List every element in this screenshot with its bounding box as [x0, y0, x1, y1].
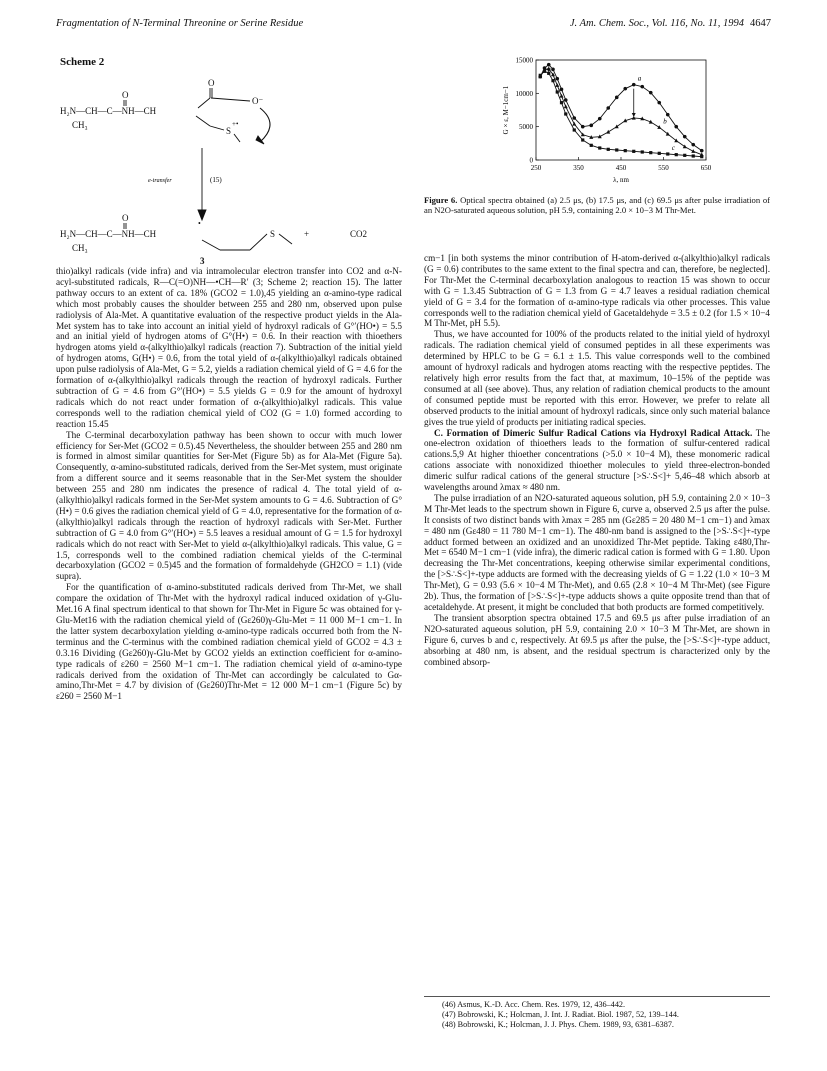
data-point-a: [683, 135, 687, 139]
data-point-b: [560, 94, 564, 98]
data-point-a: [551, 68, 555, 72]
paragraph: Thus, we have accounted for 100% of the products related to the initial yield of hydroxyl radicals. The radiation chemical yield of consumed peptides in all these experiments was determined by HPLC to be G = 6.1 ± 1.5. This value corresponds well to the combined amount of hydroxyl radicals and hydrogen atoms reacting with the respective peptides. The relatively high error results from the fact that, at maximum, 10–15% of the peptide was consumed at all (see above). Thus, any relation of radiation chemical products to the amount of consumed peptide must be reported with this error. However, we prefer to relate all observed products to the initial amount of hydroxyl radicals, since only such material balance gives the true yield of products per initiating radical species.: [424, 329, 770, 427]
data-point-a: [606, 106, 610, 110]
data-point-a: [674, 125, 678, 129]
data-point-a: [598, 117, 602, 121]
series-label-c: c: [671, 144, 675, 152]
arrow-label: e-transfer: [148, 178, 172, 184]
scheme-oxygen-top-right: O: [208, 78, 215, 88]
paragraph: For the quantification of α-amino-substituted radicals derived from Thr-Met, we shall compare the oxidation of Thr-Met with the hydroxyl radical induced oxidation of γ-Glu-Met.16 A final spectrum identical to that shown for Thr-Met in Figure 5c was obtained for γ-Glu-Met16 with the radiation chemical yield of (Gε260)γ-Glu-Met = 11 000 M−1 cm−1. In the latter system decarboxylation yielding α-amino-type radicals occurred both from the N-terminus and the C-terminus with the combined radiation chemical yield of GCO2 = 4.3 ± 0.3.16 Dividing (Gε260)γ-Glu-Met by GCO2 yields an extinction coefficient for α-amino-type radicals of ε260 = 2560 M−1 cm−1. The radiation chemical yield of α-amino-type radicals derived from the oxidation of Thr-Met can accordingly be calculated to Gα-amino,Thr-Met = 4.7 by division of (Gε260)Thr-Met = 12 000 M−1 cm−1 (Figure 5c) by ε260 = 2560 M−1: [56, 582, 402, 702]
data-point-b: [555, 83, 559, 87]
data-point-a: [564, 98, 568, 102]
right-column: [424, 253, 770, 667]
y-tick-label: 10000: [515, 89, 533, 98]
data-point-a: [572, 116, 576, 120]
data-point-a: [581, 125, 585, 129]
data-point-c: [658, 152, 661, 155]
co2-product: CO2: [350, 229, 368, 239]
y-tick-label: 15000: [515, 56, 533, 65]
scheme-2-diagram: [60, 64, 400, 264]
data-point-c: [581, 138, 584, 141]
data-point-c: [551, 79, 554, 82]
data-point-c: [564, 112, 567, 115]
scheme-title: Scheme 2: [60, 56, 105, 68]
running-head-left: Fragmentation of N-Terminal Threonine or Serine Residue: [56, 18, 304, 29]
data-point-b: [657, 125, 661, 129]
x-tick-label: 250: [530, 164, 542, 172]
data-point-a: [640, 85, 644, 89]
figure-6: [426, 56, 771, 206]
figure-caption-label: Figure 6.: [424, 195, 458, 205]
paragraph: thio)alkyl radicals (vide infra) and via intramolecular electron transfer into CO2 and α-N-acyl-substituted radicals, R—C(=O)NH—•CH—R′ (3; Scheme 2; reaction 15). The latter pathway occurs to an extent of ca. 18% (GCO2 = 1.0),45 yielding an α-amino-type radical which most probably causes the shoulder between 255 and 280 nm, observed upon pulse radiolysis of Ala-Met. A quantitative evaluation of the respective product yields in the Ala-Met system has to take into account an initial yield of hydroxyl radicals of G°′(HO•) = 5.5 and an initial yield of hydrogen atoms of G°(H•) = 0.6. In their reaction with thioethers hydrogen atoms yield α-(alkylthio)alkyl radicals (reaction 7). Subtraction of the initial yield of hydrogen atoms, G(H•) = 0.6, from the total yield of α-(alkylthio)alkyl radicals obtained upon pulse radiolysis of Ala-Met, G = 5.2, yields a radiation chemical yield of G = 4.6 for the formation of α-(alkylthio)alkyl radicals through the reaction of hydroxyl radicals. Further subtraction of G = 4.6 from G°′(HO•) = 5.5 yields G = 0.9 for the amount of hydroxyl radicals which do not react under formation of α-(alkylthio)alkyl radicals. This value corresponds well to the radiation chemical yield of CO2 (G = 1.0) formed according to reaction 15.45: [56, 266, 402, 429]
figure-caption-text: Optical spectra obtained (a) 2.5 μs, (b) 17.5 μs, and (c) 69.5 μs after pulse irradiation of an N2O-saturated aqueous solution, pH 5.9, containing 2.0 × 10−3 M Thr-Met.: [424, 195, 771, 215]
data-point-c: [624, 149, 627, 152]
section-c-paragraph: [424, 428, 770, 493]
svg-text:•: •: [198, 219, 201, 228]
data-point-c: [641, 150, 644, 153]
data-point-b: [564, 104, 568, 108]
data-point-c: [649, 151, 652, 154]
paragraph: The C-terminal decarboxylation pathway has been shown to occur with much lower efficiency for Ser-Met (GCO2 = 0.5).45 Nevertheless, the shoulder between 255 and 280 nm is formed in almost similar quantities for Ser-Met (Figure 5b) as for Ala-Met (Figure 5a). Consequently, α-amino-substituted radicals, derived from the Ser-Met system, must originate from a different source and it seems reasonable that in the Ser-Met system the shoulder between 255 and 280 nm indicates the presence of radical 4. The total yield of α-(alkylthio)alkyl radicals formed in the Ser-Met system amounts to G = 4.6. Subtraction of G°(H•) = 0.6 gives the radiation chemical yield of G = 4.0, representative for the formation of α-(alkylthio)alkyl radicals through the reaction of hydroxyl radicals with Ser-Met. Further subtraction of G = 4.0 from G°′(HO•) = 5.5 leaves a residual amount of G = 1.5 for hydroxyl radicals which do not react with Ser-Met to yield α-(alkylthio)alkyl radicals. This value, G = 1.5, corresponds well to the combined radiation chemical yields of the C-terminal decarboxylation (GCO2 = 0.5)45 and the formation of formaldehyde (GH2CO = 1.1) (vide supra).: [56, 429, 402, 582]
data-point-c: [573, 128, 576, 131]
data-point-a: [632, 83, 636, 87]
section-heading: C. Formation of Dimeric Sulfur Radical Cations via Hydroxyl Radical Attack.: [434, 427, 753, 438]
x-tick-label: 550: [658, 164, 669, 172]
trend-arrow-head: [632, 113, 636, 117]
paragraph: cm−1 [in both systems the minor contribution of H-atom-derived α-(alkylthio)alkyl radicals (G = 0.6) contributes to the same extent to the final spectra and can, therefore, be neglected]. For Thr-Met the C-terminal decarboxylation analogous to reaction 15 was shown to occur with G = 1.3.45 Subtraction of G = 1.3 from G = 4.7 leaves a residual radiation chemical yield of G = 3.4 for the formation of α-amino-type radicals via other processes. This value corresponds well to the radiation chemical yield of Gacetaldehyde = 3.5 ± 0.2 (for 1.5 × 10−4 M Thr-Met, pH 5.5).: [424, 253, 770, 329]
data-point-c: [560, 101, 563, 104]
reaction-number: (15): [210, 176, 222, 184]
scheme-carboxylate: O⁻: [252, 96, 264, 106]
x-tick-label: 450: [615, 164, 627, 172]
footnote-rule: [424, 996, 770, 997]
figure-6-chart: [426, 56, 771, 196]
data-point-a: [691, 143, 695, 147]
figure-caption: [424, 195, 770, 215]
reference-47: (47) Bobrowski, K.; Holcman, J. Int. J. Radiat. Biol. 1987, 52, 139–144.: [442, 1010, 679, 1019]
journal-citation: J. Am. Chem. Soc., Vol. 116, No. 11, 1994: [569, 18, 744, 29]
data-point-a: [555, 77, 559, 81]
x-tick-label: 350: [573, 164, 584, 172]
y-tick-label: 5000: [519, 123, 533, 132]
data-point-b: [615, 124, 619, 128]
data-point-c: [590, 144, 593, 147]
data-point-a: [560, 88, 564, 92]
scheme-s-bottom: S: [270, 229, 276, 239]
reference-48: (48) Bobrowski, K.; Holcman, J. J. Phys. Chem. 1989, 93, 6381–6387.: [442, 1020, 674, 1029]
data-point-c: [539, 74, 542, 77]
svg-text:+•: +•: [232, 120, 239, 128]
data-point-c: [598, 146, 601, 149]
data-point-c: [543, 70, 546, 73]
data-point-b: [606, 130, 610, 134]
reference-46: (46) Asmus, K.-D. Acc. Chem. Res. 1979, 12, 436–442.: [442, 1000, 626, 1009]
data-point-b: [683, 144, 687, 148]
scheme-oxygen-top: O: [122, 90, 129, 100]
data-point-a: [547, 63, 551, 67]
data-point-a: [666, 113, 670, 117]
data-point-c: [666, 152, 669, 155]
x-tick-label: 650: [700, 164, 712, 172]
data-point-c: [700, 155, 703, 158]
plot-frame: [536, 60, 706, 160]
data-point-a: [623, 87, 627, 91]
paragraph: The transient absorption spectra obtained 17.5 and 69.5 μs after pulse irradiation of an N2O-saturated aqueous solution, pH 5.9, containing 2.0 × 10−3 M Thr-Met, are shown in Figure 6, curves b and c, respectively. At 69.5 μs after the pulse, the [>S∴S<]+-type adduct, absorbing at 480 nm, is absent, and the residual spectrum is characterized only by the combined absorp-: [424, 612, 770, 667]
data-point-b: [572, 122, 576, 126]
data-point-a: [615, 96, 619, 100]
data-point-c: [556, 90, 559, 93]
data-point-c: [692, 154, 695, 157]
scheme-oxygen-bottom: O: [122, 213, 129, 223]
plus-sign: +: [304, 229, 310, 239]
x-axis-label: λ, nm: [613, 176, 629, 184]
data-point-c: [675, 153, 678, 156]
y-tick-label: 0: [529, 156, 533, 165]
paragraph: The pulse irradiation of an N2O-saturated aqueous solution, pH 5.9, containing 2.0 × 10−3 M Thr-Met leads to the spectrum shown in Figure 6, curve a, observed 2.5 μs after the pulse. It consists of two distinct bands with λmax = 285 nm (Gε285 = 20 480 M−1 cm−1) and λmax = 480 nm (Gε480 = 11 780 M−1 cm−1). The 480-nm band is assigned to the [>S∴S<]+-type adduct formed between an oxidized and an unoxidized Thr-Met peptide. Taking ε480,Thr-Met = 6540 M−1 cm−1 (vide infra), the dimeric radical cation is formed with G = 1.80. Upon decreasing the Thr-Met concentrations, keeping otherwise similar experimental conditions, the [>S∴S<]+-type adducts are formed with the decreasing yields of G = 1.22 (1.0 × 10−3 M Thr-Met), G = 0.93 (5.6 × 10−4 M Thr-Met), and 0.65 (2.8 × 10−4 M Thr-Met) (see Figure 2b). Thus, the formation of [>S∴S<]+-type adducts shows a quite opposite trend than that of acetaldehyde. At present, it might be concluded that both products are formed competitively.: [424, 492, 770, 612]
data-point-c: [683, 154, 686, 157]
series-label-b: b: [663, 117, 667, 126]
data-point-c: [607, 148, 610, 151]
data-point-c: [632, 150, 635, 153]
left-column: [56, 266, 402, 702]
page-number: 4647: [750, 18, 771, 29]
data-point-a: [649, 91, 653, 95]
section-body: The one-electron oxidation of thioethers leads to the formation of sulfur-centered radical cations.5,9 At higher thioether concentrations (>5.0 × 10−4 M), these monomeric radical cations associate with nonoxidized thioether molecules to yield three-electron-bonded dimeric sulfur radical cations of the general structure [>S∴S<]+ 5,46–48 which absorb at wavelengths around λmax ≈ 480 nm.: [424, 427, 770, 493]
data-point-a: [657, 101, 661, 105]
data-point-c: [615, 148, 618, 151]
y-axis-label: G × ε, M−1cm−1: [502, 85, 510, 135]
scheme-structure-bottom: H₂N—CH—C—NH—CH: [60, 229, 157, 239]
data-point-a: [700, 149, 704, 153]
scheme-structure-top: H₂N—CH—C—NH—CH: [60, 106, 157, 116]
scheme-ch3-top: CH₃: [72, 120, 88, 130]
scheme-s-plus: S: [226, 126, 232, 136]
references: [442, 1000, 772, 1030]
data-point-a: [589, 124, 593, 128]
compound-number: 3: [200, 256, 205, 264]
running-head-right: [570, 18, 771, 29]
series-label-a: a: [637, 74, 642, 83]
scheme-ch3-bottom: CH₃: [72, 243, 88, 253]
